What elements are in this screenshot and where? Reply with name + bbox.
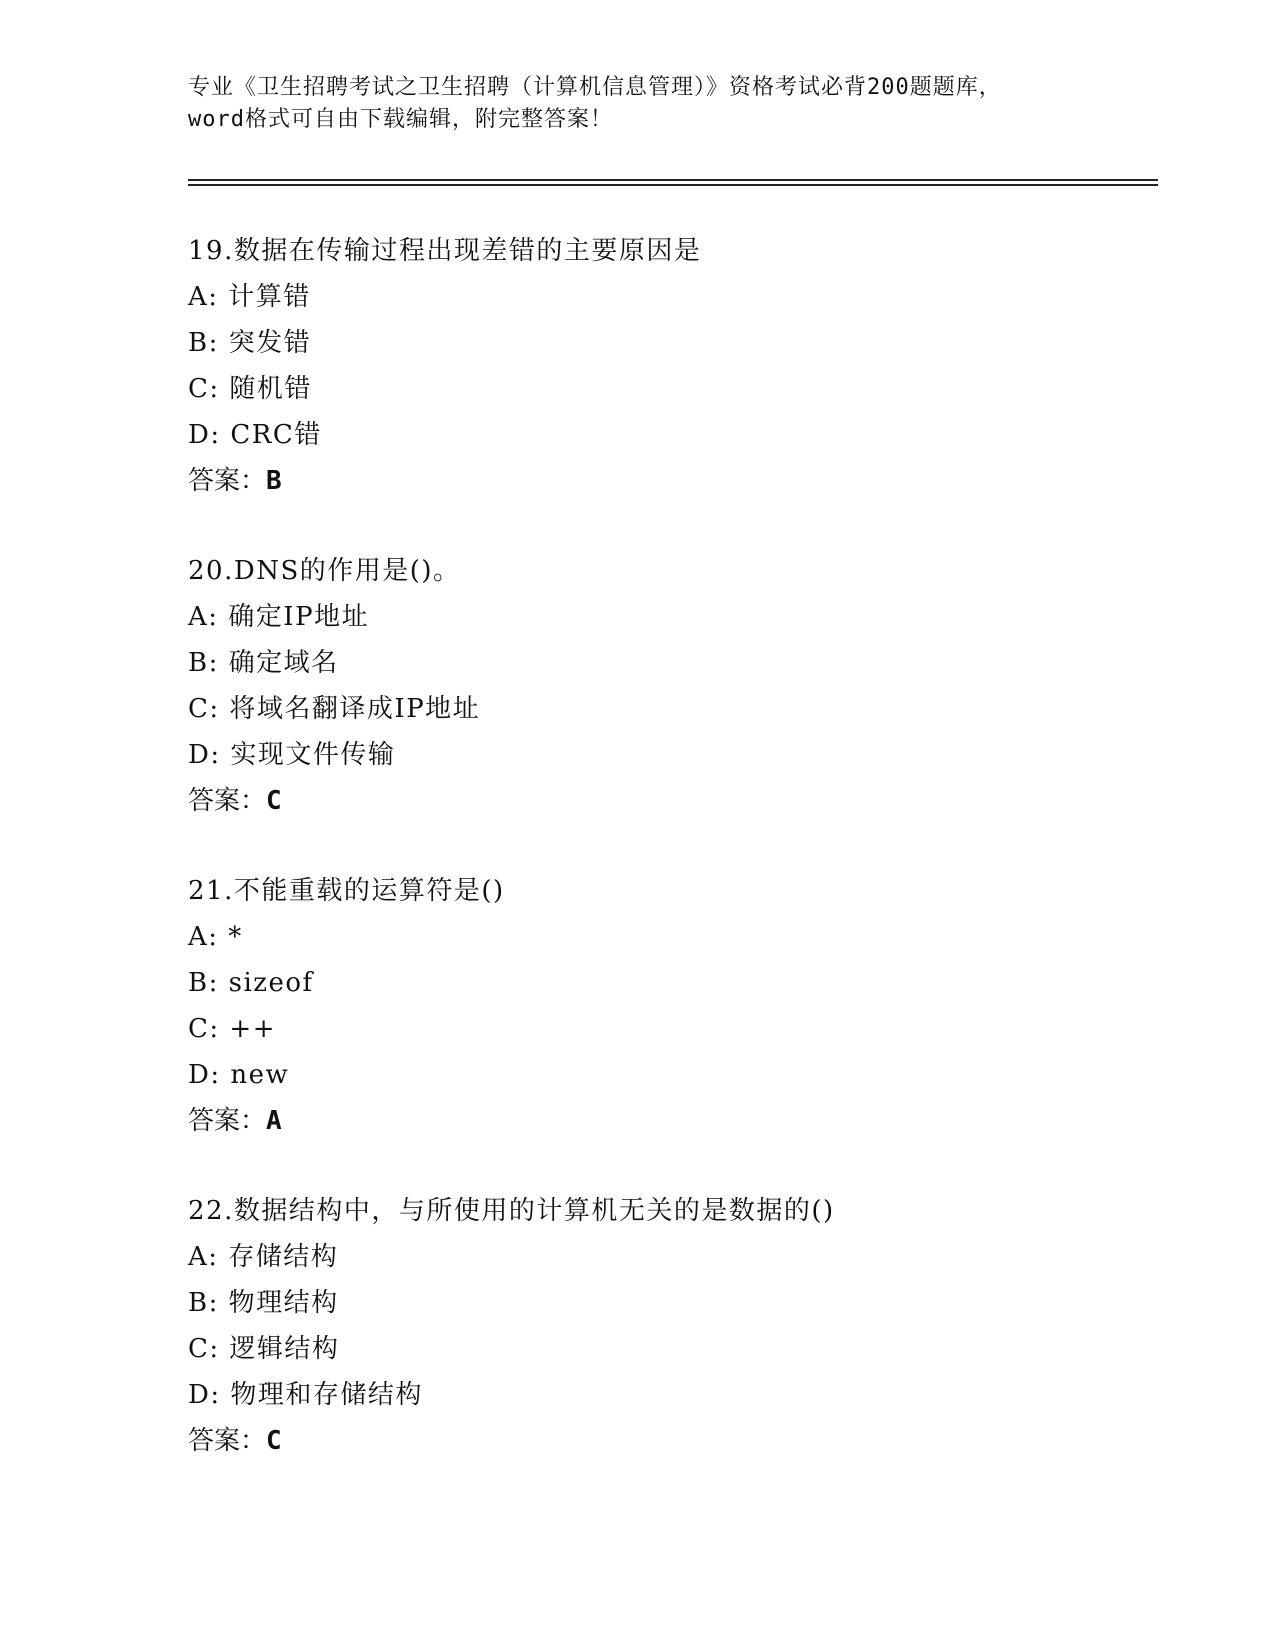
answer-value: C bbox=[266, 1426, 282, 1456]
option-d: D: new bbox=[188, 1060, 290, 1090]
header-line-2: word格式可自由下载编辑，附完整答案！ bbox=[188, 107, 613, 132]
option-c: C: 将域名翻译成IP地址 bbox=[188, 694, 481, 724]
question-title: 21.不能重载的运算符是() bbox=[188, 876, 505, 906]
option-c: C: 随机错 bbox=[188, 374, 312, 404]
question-22 bbox=[188, 1188, 1168, 1464]
header-divider-top bbox=[188, 179, 1158, 181]
answer-line bbox=[188, 458, 1168, 504]
option-a: A: * bbox=[188, 922, 243, 952]
answer-label: 答案： bbox=[188, 466, 267, 496]
question-21 bbox=[188, 868, 1168, 1144]
option-d: D: 物理和存储结构 bbox=[188, 1380, 423, 1410]
option-b: B: sizeof bbox=[188, 968, 314, 998]
answer-line bbox=[188, 1098, 1168, 1144]
answer-line bbox=[188, 1418, 1168, 1464]
question-title: 20.DNS的作用是()。 bbox=[188, 556, 461, 586]
question-20 bbox=[188, 548, 1168, 824]
option-a: A: 存储结构 bbox=[188, 1242, 339, 1272]
answer-value: C bbox=[266, 786, 282, 816]
option-b: B: 物理结构 bbox=[188, 1288, 339, 1318]
option-c: C: ++ bbox=[188, 1014, 276, 1044]
option-b: B: 突发错 bbox=[188, 328, 312, 358]
document-header bbox=[188, 72, 1088, 136]
question-title: 22.数据结构中，与所使用的计算机无关的是数据的() bbox=[188, 1196, 835, 1226]
answer-line bbox=[188, 778, 1168, 824]
option-a: A: 确定IP地址 bbox=[188, 602, 370, 632]
option-a: A: 计算错 bbox=[188, 282, 311, 312]
answer-label: 答案： bbox=[188, 786, 267, 816]
answer-value: B bbox=[266, 466, 282, 496]
header-line-1: 专业《卫生招聘考试之卫生招聘（计算机信息管理）》资格考试必背200题题库， bbox=[188, 75, 1002, 100]
question-title: 19.数据在传输过程出现差错的主要原因是 bbox=[188, 236, 702, 266]
answer-value: A bbox=[266, 1106, 282, 1136]
answer-label: 答案： bbox=[188, 1426, 267, 1456]
header-divider-bottom bbox=[188, 184, 1158, 186]
question-19 bbox=[188, 228, 1168, 504]
option-b: B: 确定域名 bbox=[188, 648, 339, 678]
option-c: C: 逻辑结构 bbox=[188, 1334, 340, 1364]
answer-label: 答案： bbox=[188, 1106, 267, 1136]
option-d: D: 实现文件传输 bbox=[188, 740, 396, 770]
option-d: D: CRC错 bbox=[188, 420, 322, 450]
